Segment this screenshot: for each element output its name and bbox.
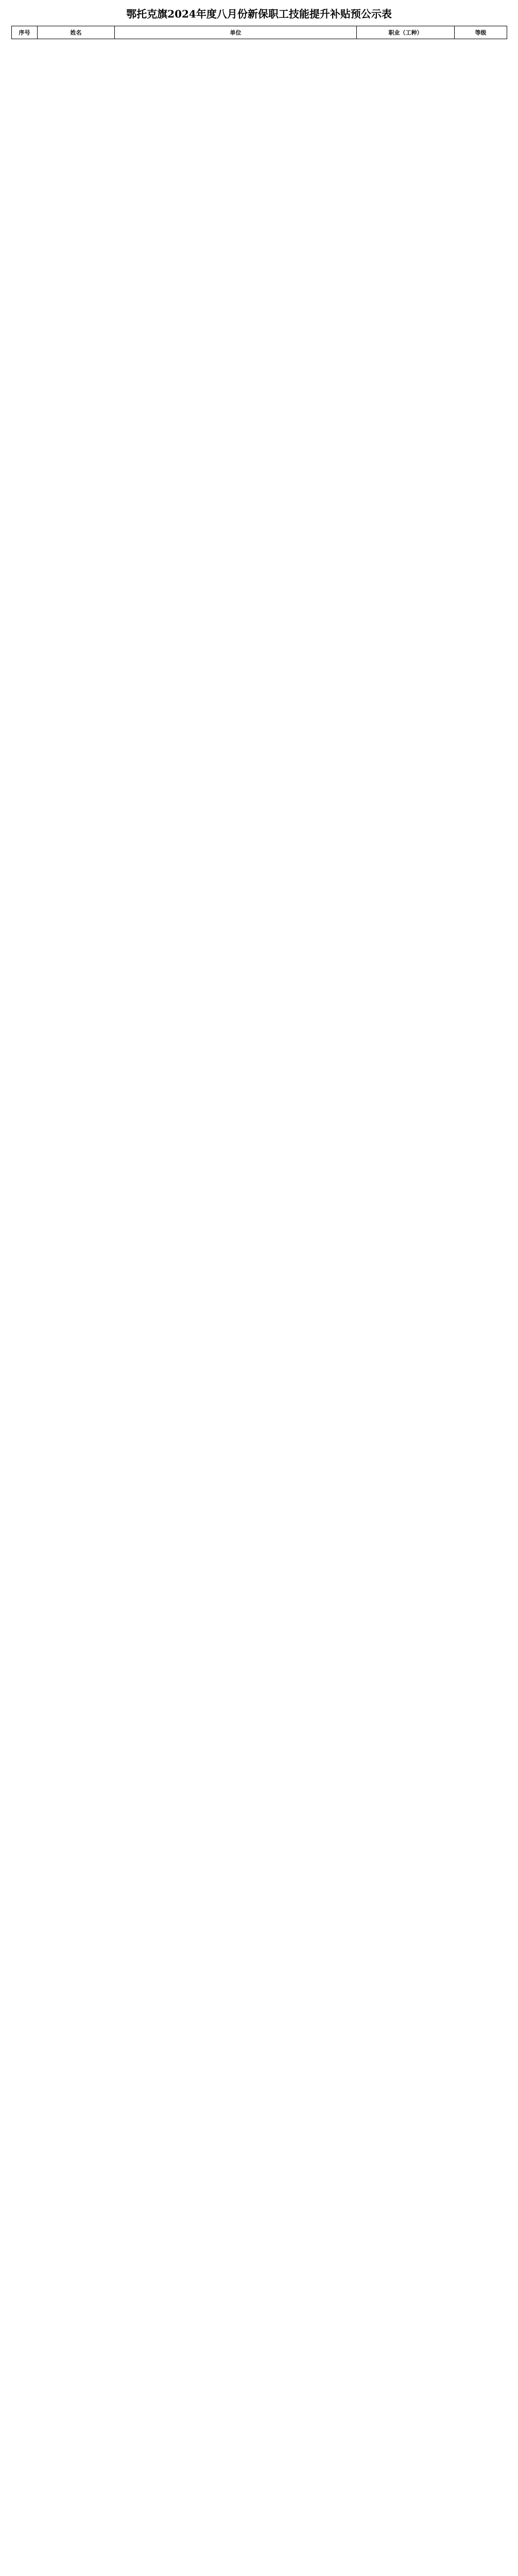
column-header-level: 等级 xyxy=(455,26,507,39)
document-sheet xyxy=(11,0,507,46)
column-header-unit: 单位 xyxy=(115,26,357,39)
column-header-job: 职业（工种） xyxy=(357,26,455,39)
table-header xyxy=(12,26,507,39)
column-header-no: 序号 xyxy=(12,26,38,39)
subsidy-table xyxy=(11,26,507,39)
page-title: 鄂托克旗2024年度八月份新保职工技能提升补贴预公示表 xyxy=(126,8,392,20)
column-header-name: 姓名 xyxy=(38,26,115,39)
header-row xyxy=(12,26,507,39)
